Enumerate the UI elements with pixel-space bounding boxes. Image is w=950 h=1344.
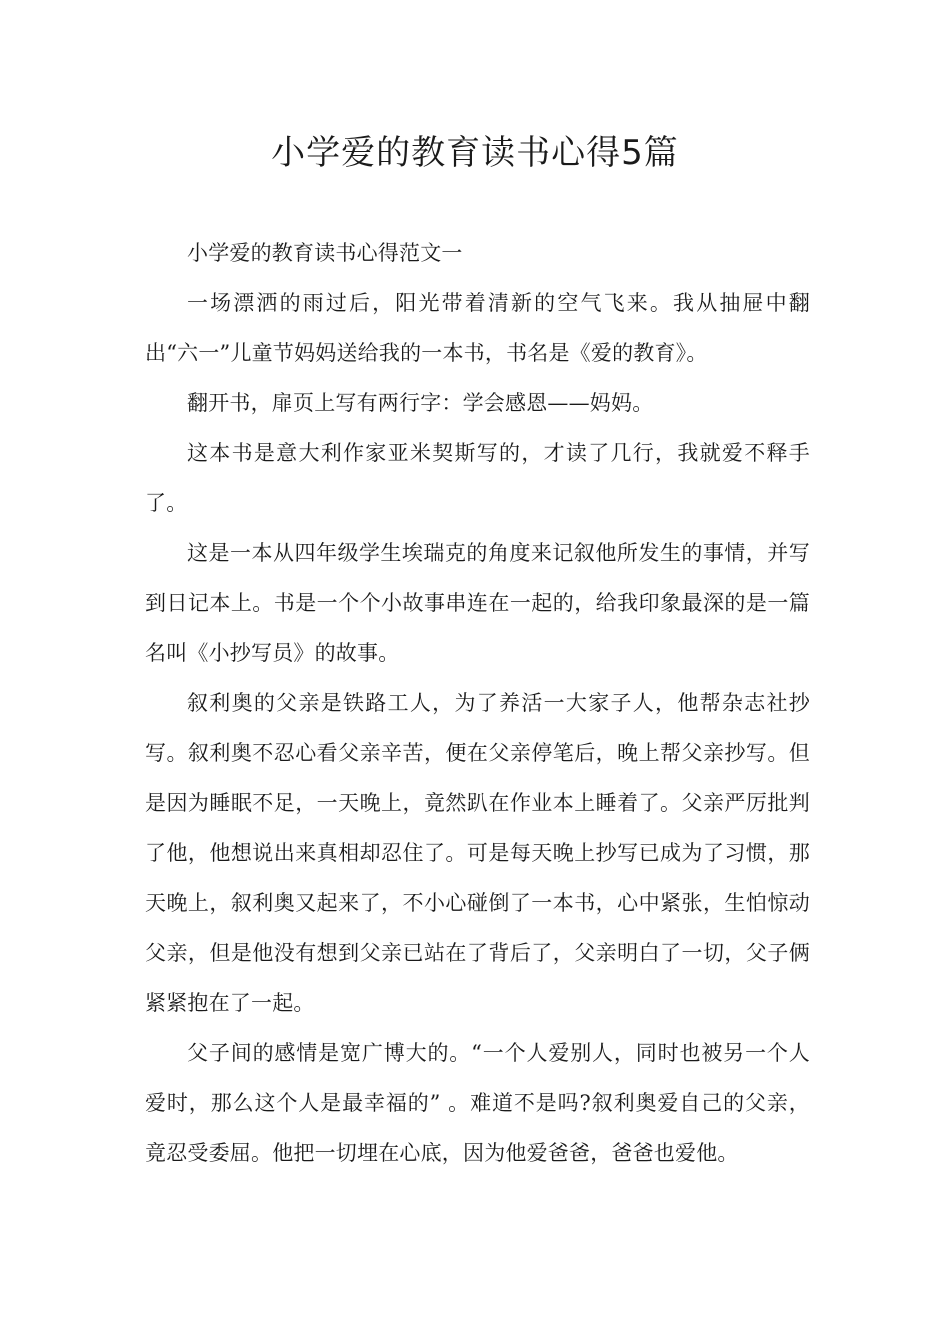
paragraph: 翻开书，扉页上写有两行字：学会感恩——妈妈。 [187, 391, 654, 415]
paragraph: 这是一本从四年级学生埃瑞克的角度来记叙他所发生的事情，并写到日记本上。书是一个个小故事串连在一起的，给我印象最深的是一篇名叫《小抄写员》的故事。 [145, 541, 810, 665]
paragraph: 一场漂洒的雨过后，阳光带着清新的空气飞来。我从抽屉中翻出“六一”儿童节妈妈送给我的一本书，书名是《爱的教育》。 [145, 291, 810, 365]
document-body [145, 228, 810, 1178]
paragraph: 叙利奥的父亲是铁路工人，为了养活一大家子人，他帮杂志社抄写。叙利奥不忍心看父亲辛苦，便在父亲停笔后，晚上帮父亲抄写。但是因为睡眠不足，一天晚上，竟然趴在作业本上睡着了。父亲严厉批判了他，他想说出来真相却忍住了。可是每天晚上抄写已成为了习惯，那天晚上，叙利奥又起来了，不小心碰倒了一本书，心中紧张，生怕惊动父亲，但是他没有想到父亲已站在了背后了，父亲明白了一切，父子俩紧紧抱在了一起。 [145, 691, 810, 1015]
document-title: 小学爱的教育读书心得5篇 [271, 133, 679, 173]
section-heading: 小学爱的教育读书心得范文一 [187, 241, 463, 265]
paragraph: 这本书是意大利作家亚米契斯写的，才读了几行，我就爱不释手了。 [145, 441, 810, 515]
paragraph: 父子间的感情是宽广博大的。“一个人爱别人，同时也被另一个人爱时，那么这个人是最幸福的” 。难道不是吗?叙利奥爱自己的父亲，竟忍受委屈。他把一切埋在心底，因为他爱爸爸，爸爸也爱他。 [145, 1041, 810, 1165]
